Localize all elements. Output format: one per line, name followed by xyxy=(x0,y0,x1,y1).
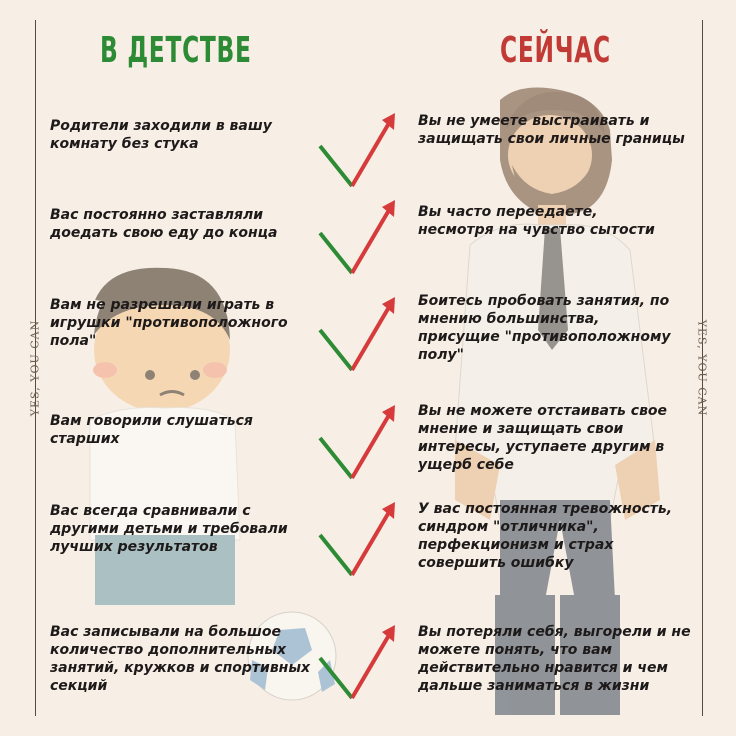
childhood-item: Вам не разрешали играть в игрушки "противоположного пола" xyxy=(50,297,288,349)
childhood-item: Вас всегда сравнивали с другими детьми и требовали лучших результатов xyxy=(50,503,288,555)
now-item: Вы не можете отстаивать свое мнение и защищать свои интересы, уступаете другим в ущерб себе xyxy=(418,403,668,473)
check-arrow-icon xyxy=(312,620,412,700)
check-arrow-icon xyxy=(312,497,412,577)
childhood-item: Вас постоянно заставляли доедать свою еду до конца xyxy=(50,207,278,241)
check-arrow-icon xyxy=(312,292,412,372)
childhood-item: Вас записывали на большое количество дополнительных занятий, кружков и спортивных секций xyxy=(50,624,311,694)
side-slogan-right: YES, YOU CAN xyxy=(695,319,709,417)
now-item: Вы не умеете выстраивать и защищать свои личные границы xyxy=(418,113,685,147)
side-slogan-left: YES, YOU CAN xyxy=(28,319,42,417)
childhood-item: Вам говорили слушаться старших xyxy=(50,413,253,447)
check-arrow-icon xyxy=(312,195,412,275)
childhood-item: Родители заходили в вашу комнату без стука xyxy=(50,118,272,152)
now-item: Вы потеряли себя, выгорели и не можете понять, что вам действительно нравится и чем дальше заниматься в жизни xyxy=(418,624,691,694)
now-title: СЕЙЧАС xyxy=(500,30,611,71)
childhood-title: В ДЕТСТВЕ xyxy=(100,30,252,71)
check-arrow-icon xyxy=(312,400,412,480)
now-item: Боитесь пробовать занятия, по мнению большинства, присущие "противоположному полу" xyxy=(418,293,671,363)
now-item: Вы часто переедаете, несмотря на чувство сытости xyxy=(418,204,655,238)
now-item: У вас постоянная тревожность, синдром "отличника", перфекционизм и страх совершить ошибку xyxy=(418,501,673,571)
check-arrow-icon xyxy=(312,108,412,188)
